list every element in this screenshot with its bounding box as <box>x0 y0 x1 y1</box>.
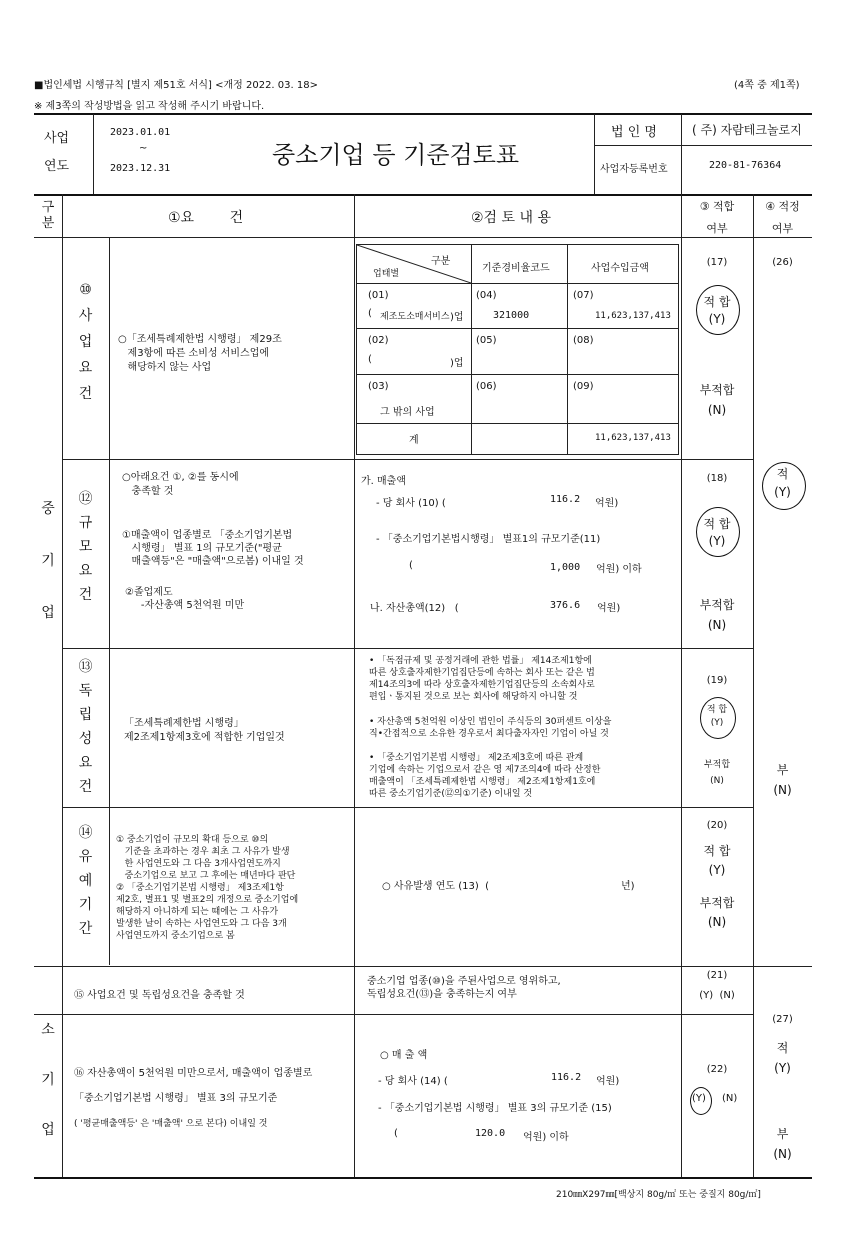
col-proper-1: ④ 적정 <box>765 200 800 213</box>
grace-review-unit: 년) <box>621 881 635 892</box>
row1-type: 제조도소매서비스 <box>380 312 450 322</box>
divider <box>594 114 595 194</box>
scale-label: ⑫ 규 모 요 건 <box>78 491 93 603</box>
rule <box>357 328 678 329</box>
grace-requirement: ① 중소기업이 규모의 확대 등으로 ⑩의 기준을 초과하는 경우 최초 그 사유가 발생 한 사업연도와 그 다음 3개사업연도까지 중소기업으로 보고 그 후에는 매년마다 판단 ② 「중소기업기본법 시행령」 제3조제1항 제2호, 별표1 및 별표2의 개정으로 중소기업에 해당하지 아니하게 되는 때에는 그 사유가 발생한 날이 속하는 사업연도와 그 다음 3개 사업연도까지 중소기업으로 봄 <box>116 835 299 941</box>
proper-27: (27) <box>772 1014 793 1025</box>
independence-review-1: • 「독점규제 및 공정거래에 관한 법률」 제14조제1항에 따른 상호출자제한기업집단등에 속하는 회사 또는 같은 법 제14조의3에 따라 상호출자제한기업집단등의 소속회사로 편입ㆍ통지된 것으로 보는 회사에 해당하지 아니할 것 <box>369 656 595 702</box>
period-label-2: 연도 <box>44 159 70 174</box>
suit-18-yes: 적 합 (Y) <box>703 517 731 548</box>
row3-code-no: (06) <box>476 381 497 392</box>
small-req-2c: ( '평균매출액등' 은 '매출액' 으로 본다) 이내일 것 <box>74 1119 268 1129</box>
scale-review-std: - 「중소기업기본법시행령」 별표1의 규모기준(11) <box>376 534 601 545</box>
row1-no: (01) <box>368 290 389 301</box>
inner-header-amount: 사업수입금액 <box>591 263 649 274</box>
col-suitable-2: 여부 <box>706 222 728 235</box>
business-label: ⑩ 사 업 요 건 <box>78 282 93 402</box>
corp-name: ( 주) 자람테크놀로지 <box>692 123 802 137</box>
proper-26: (26) <box>772 257 793 268</box>
scale-requirement-1: ○아래요건 ①, ②를 동시에 충족할 것 <box>122 472 239 497</box>
business-requirement: ○「조세특례제한법 시행령」 제29조 제3항에 따른 소비성 서비스업에 해당하지 않는 사업 <box>118 334 282 373</box>
proper-scale-yes: 적 (Y) <box>774 467 791 499</box>
rule <box>34 194 812 196</box>
scale-review-std-value: 1,000 <box>550 562 581 573</box>
suit-17: (17) <box>706 257 728 268</box>
scale-review-b-value: 376.6 <box>550 600 581 611</box>
row2-amt-no: (08) <box>573 335 594 346</box>
scale-review-company-unit: 억원) <box>595 498 619 509</box>
small-review-2d: ( <box>394 1128 398 1139</box>
suit-17-yes: 적 합 (Y) <box>703 295 731 326</box>
small-req-1: ⑮ 사업요건 및 독립성요건을 충족할 것 <box>74 990 245 1001</box>
divider <box>93 114 94 194</box>
small-review-2d-unit: 억원) 이하 <box>523 1132 569 1143</box>
independence-review-2: • 자산총액 5천억원 이상인 법인이 주식등의 30퍼센트 이상을 직•간접적으로 소유한 경우로서 최다출자자인 기업이 아닐 것 <box>369 717 612 739</box>
row3-amt-no: (09) <box>573 381 594 392</box>
suit-19: (19) <box>706 675 728 686</box>
col-review: ②검 토 내 용 <box>471 210 551 226</box>
grace-label: ⑭ 유 예 기 간 <box>78 825 93 937</box>
independence-requirement: 「조세특례제한법 시행령」 제2조제1항제3호에 적합한 기업일것 <box>124 718 285 743</box>
independence-review-3: • 「중소기업기본법 시행령」 제2조제3호에 따른 관계 기업에 속하는 기업으로서 같은 영 제7조의4에 따라 산정한 매출액이 「조세특례제한법 시행령」 제2조제1항제1호에 따른 중소기업기준(⑫의①기준) 이내일 것 <box>369 753 601 799</box>
divider <box>109 237 110 965</box>
row3-type: 그 밖의 사업 <box>380 407 435 418</box>
period-tilde: ~ <box>139 143 148 154</box>
proper-27-no: 부 (N) <box>773 1127 792 1161</box>
sme-label: 중 기 업 <box>41 501 55 621</box>
col-requirement: ①요 건 <box>168 210 244 226</box>
col-category: 구 분 <box>41 200 55 231</box>
biz-no: 220-81-76364 <box>709 160 782 171</box>
suit-18: (18) <box>706 473 728 484</box>
small-review-2a: ○ 매 출 액 <box>380 1050 428 1061</box>
divider <box>753 194 754 1178</box>
inner-header-code: 기준경비율코드 <box>482 263 550 274</box>
divider <box>354 194 355 1178</box>
row3-no: (03) <box>368 381 389 392</box>
scale-review-std-open: ( <box>409 560 413 571</box>
row2-code-no: (05) <box>476 335 497 346</box>
suit-19-yes: 적 합 (Y) <box>706 705 728 728</box>
inner-header-type: 업태별 <box>373 269 400 279</box>
small-review-2b: - 당 회사 (14) ( <box>378 1076 448 1087</box>
suit-22: (22) <box>706 1064 728 1075</box>
scale-requirement-3: ②졸업제도 -자산총액 5천억원 미만 <box>125 587 245 611</box>
scale-review-company: - 당 회사 (10) ( <box>376 498 446 509</box>
suit-20-no: 부적합 (N) <box>699 896 735 929</box>
biz-no-label: 사업자등록번호 <box>600 164 668 175</box>
period-label-1: 사업 <box>44 131 70 146</box>
small-label: 소 기 업 <box>41 1022 55 1138</box>
independence-label: ⑬ 독 립 성 요 건 <box>78 659 93 795</box>
scale-review-std-unit: 억원) 이하 <box>596 564 642 575</box>
suit-18-no: 부적합 (N) <box>699 598 735 632</box>
rule <box>594 145 812 146</box>
small-req-2a: ⑯ 자산총액이 5천억원 미만으로서, 매출액이 업종별로 <box>74 1068 313 1079</box>
divider <box>681 114 682 194</box>
suit-20-yes: 적 합 (Y) <box>703 844 731 877</box>
scale-review-company-value: 116.2 <box>550 494 581 505</box>
grace-review: ○ 사유발생 연도 (13) ( <box>382 881 490 892</box>
footer: 210㎜X297㎜[백상지 80g/㎡ 또는 중질지 80g/㎡] <box>556 1190 761 1200</box>
total-label: 계 <box>409 435 419 446</box>
suit-20: (20) <box>706 820 728 831</box>
rule <box>34 966 812 967</box>
row2-no: (02) <box>368 335 389 346</box>
scale-review-a: 가. 매출액 <box>361 476 406 487</box>
suit-21: (21) <box>706 970 728 981</box>
row1-amount: 11,623,137,413 <box>595 311 671 321</box>
suit-19-no: 부적합 (N) <box>703 760 731 786</box>
row2-type-suffix: )업 <box>450 358 464 369</box>
rule <box>34 1014 753 1015</box>
notice: ※ 제3쪽의 작성방법을 읽고 작성해 주시기 바랍니다. <box>34 101 265 112</box>
small-review-1: 중소기업 업종(⑩)을 주된사업으로 영위하고, 독립성요건(⑬)을 충족하는지 여부 <box>367 976 561 1000</box>
rule <box>62 807 753 808</box>
small-review-2c: - 「중소기업기본법 시행령」 별표 3의 규모기준 (15) <box>378 1103 612 1114</box>
small-req-2b: 「중소기업기본법 시행령」 별표 3의 규모기준 <box>74 1093 278 1104</box>
row1-type-prefix: ( <box>368 308 372 319</box>
divider <box>567 245 568 454</box>
small-review-2b-value: 116.2 <box>551 1072 582 1083</box>
proper-27-yes: 적 (Y) <box>774 1041 791 1075</box>
period-start: 2023.01.01 <box>110 127 171 138</box>
suit-22-y: (Y) <box>692 1093 706 1104</box>
rule <box>357 423 678 424</box>
rule <box>357 374 678 375</box>
small-review-2d-value: 120.0 <box>475 1128 506 1139</box>
row2-type-prefix: ( <box>368 354 372 365</box>
total-amount: 11,623,137,413 <box>595 433 671 443</box>
divider <box>681 194 682 1178</box>
suit-17-no: 부적합 (N) <box>699 383 735 417</box>
row1-amt-no: (07) <box>573 290 594 301</box>
suit-21-yn: (Y) (N) <box>699 990 735 1001</box>
inner-header-gubun: 구분 <box>431 256 451 267</box>
rule <box>357 283 678 284</box>
form-info: ■법인세법 시행규칙 [별지 제51호 서식] <개정 2022. 03. 18> <box>34 80 318 91</box>
rule <box>34 113 812 115</box>
row1-code: 321000 <box>493 310 530 321</box>
small-review-2b-unit: 억원) <box>596 1076 620 1087</box>
period-end: 2023.12.31 <box>110 163 171 174</box>
row1-code-no: (04) <box>476 290 497 301</box>
rule <box>62 459 753 460</box>
scale-review-b: 나. 자산총액(12) ( <box>370 603 459 614</box>
suit-22-n: (N) <box>722 1093 738 1104</box>
page-info: (4쪽 중 제1쪽) <box>734 80 800 91</box>
col-proper-2: 여부 <box>771 222 794 235</box>
rule <box>34 237 812 238</box>
col-suitable-1: ③ 적합 <box>699 200 735 213</box>
proper-independence-no: 부 (N) <box>773 763 792 797</box>
page-title: 중소기업 등 기준검토표 <box>272 141 520 169</box>
scale-requirement-2: ①매출액이 업종별로 「중소기업기본법 시행령」 별표 1의 규모기준("평균 매출액등"은 "매출액"으로봄) 이내일 것 <box>122 530 304 567</box>
corp-name-label: 법 인 명 <box>611 125 657 140</box>
rule <box>62 648 753 649</box>
divider <box>471 245 472 454</box>
scale-review-b-unit: 억원) <box>597 603 621 614</box>
rule <box>34 1177 812 1179</box>
row1-type-suffix: )업 <box>450 312 464 323</box>
